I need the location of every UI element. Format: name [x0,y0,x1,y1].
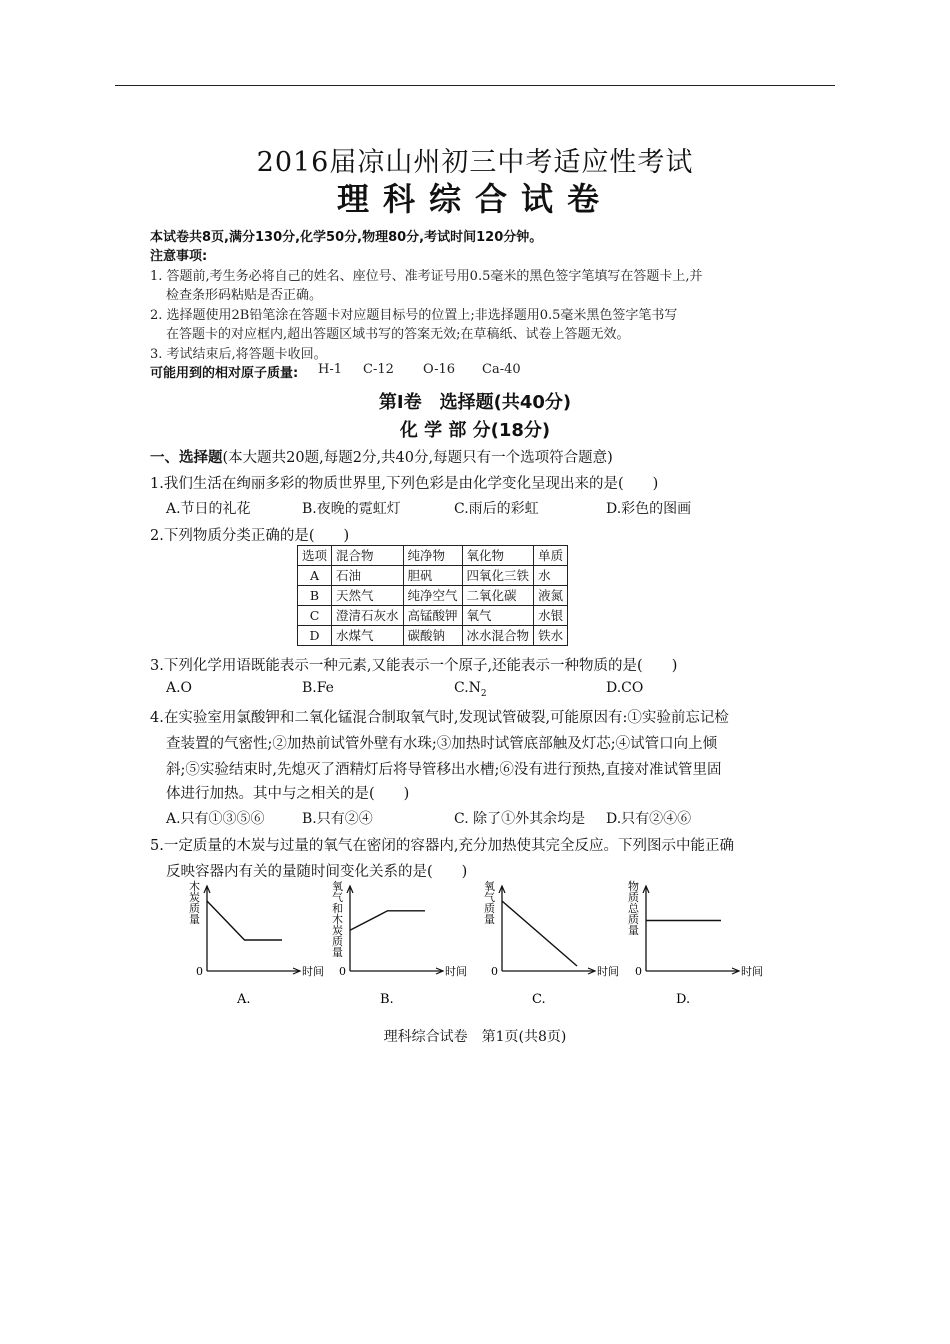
q4-line-2: 查装置的气密性;②加热前试管外壁有水珠;③加热时试管底部触及灯芯;④试管口向上倾 [166,736,718,752]
chart-c-y-label: 氧气质量 [484,880,495,926]
q5-line-2: 反映容器内有关的量随时间变化关系的是( ) [166,864,468,880]
section-chem: 化 学 部 分(18分) [399,420,551,441]
table-cell: 天然气 [332,586,404,606]
table-row [298,606,568,626]
q5-charts [0,876,950,1016]
chart-c-series-line [502,901,577,966]
chart-b-panel-label: B. [380,992,394,1007]
q4-option-a[interactable]: A.只有①③⑤⑥ [166,811,265,827]
notice-2-cont: 在答题卡的对应框内,超出答题区域书写的答案无效;在草稿纸、试卷上答题无效。 [166,327,630,342]
table-cell: C [298,606,332,626]
table-header-cell: 选项 [298,546,332,566]
notice-2: 2. 选择题使用2B铅笔涂在答题卡对应题目标号的位置上;非选择题用0.5毫米黑色签字笔书写 [150,308,678,323]
q1-option-a[interactable]: A.节日的礼花 [166,501,251,517]
table-cell: 水银 [534,606,568,626]
classification-table [297,545,568,646]
chart-b-y-label: 氧气和木炭质量 [332,880,343,959]
chart-d-y-label: 物质总质量 [628,880,639,937]
chart-d-x-label: 时间 [741,965,763,978]
notice-1-cont: 检查条形码粘贴是否正确。 [166,288,323,303]
q2-stem: 2.下列物质分类正确的是( ) [150,528,350,544]
table-cell: 水 [534,566,568,586]
atomic-mass-ca: Ca-40 [482,362,521,377]
q1-option-c[interactable]: C.雨后的彩虹 [454,501,539,517]
table-cell: 冰水混合物 [462,626,534,646]
table-cell: 四氧化三铁 [462,566,534,586]
q3-option-b[interactable]: B.Fe [302,680,334,696]
q3-stem: 3.下列化学用语既能表示一种元素,又能表示一个原子,还能表示一种物质的是( ) [150,658,678,674]
q4-line-3: 斜;⑤实验结束时,先熄灭了酒精灯后将导管移出水槽;⑥没有进行预热,直接对准试管里固 [166,762,722,778]
atomic-mass-label: 可能用到的相对原子质量: [150,366,299,381]
q3-option-a[interactable]: A.O [166,680,193,696]
chart-b-series-line [350,911,425,931]
table-cell: 铁水 [534,626,568,646]
atomic-mass-c: C-12 [363,362,394,377]
exam-title: 2016届凉山州初三中考适应性考试 [256,147,694,178]
table-cell: A [298,566,332,586]
table-row [298,586,568,606]
instructions-text: (本大题共20题,每题2分,共40分,每题只有一个选项符合题意) [222,450,613,466]
table-cell: 碳酸钠 [403,626,462,646]
table-header-cell: 混合物 [332,546,404,566]
q5-line-1: 5.一定质量的木炭与过量的氧气在密闭的容器内,充分加热使其完全反应。下列图示中能正确 [150,838,734,854]
q4-option-c[interactable]: C. 除了①外其余均是 [454,811,586,827]
table-cell: 澄清石灰水 [332,606,404,626]
chart-a-series-line [207,901,282,940]
exam-summary: 本试卷共8页,满分130分,化学50分,物理80分,考试时间120分钟。 [150,230,543,245]
chart-c-x-label: 时间 [597,965,619,978]
table-cell: 纯净空气 [403,586,462,606]
instructions [150,446,613,467]
atomic-mass-h: H-1 [318,362,343,377]
q4-option-b[interactable]: B.只有②④ [302,811,373,827]
table-header-row [298,546,568,566]
q3-option-c-subscript: 2 [480,688,487,699]
atomic-mass-o: O-16 [423,362,456,377]
table-header-cell: 氧化物 [462,546,534,566]
table-cell: 胆矾 [403,566,462,586]
table-cell: 高锰酸钾 [403,606,462,626]
chart-b-x-label: 时间 [445,965,467,978]
section-part1: 第Ⅰ卷 选择题(共40分) [378,392,572,413]
chart-a-x-label: 时间 [302,965,324,978]
notice-heading: 注意事项: [150,249,208,264]
table-cell: B [298,586,332,606]
chart-d-panel-label: D. [676,992,691,1007]
chart-d-origin-label: 0 [635,965,642,978]
paper-title: 理科综合试卷 [336,180,613,218]
table-cell: 水煤气 [332,626,404,646]
q4-line-4: 体进行加热。其中与之相关的是( ) [166,786,410,802]
chart-a-panel-label: A. [237,992,251,1007]
chart-c-origin-label: 0 [491,965,498,978]
table-cell: 二氧化碳 [462,586,534,606]
notice-3: 3. 考试结束后,将答题卡收回。 [150,347,327,362]
chart-b-origin-label: 0 [339,965,346,978]
table-row [298,626,568,646]
q3-option-d[interactable]: D.CO [606,680,644,696]
page-footer: 理科综合试卷 第1页(共8页) [383,1029,567,1045]
q3-option-c[interactable] [454,680,487,699]
chart-c-panel-label: C. [532,992,546,1007]
table-header-cell: 纯净物 [403,546,462,566]
q4-line-1: 4.在实验室用氯酸钾和二氧化锰混合制取氧气时,发现试管破裂,可能原因有:①实验前忘记检 [150,710,729,726]
table-cell: 液氮 [534,586,568,606]
q4-option-d[interactable]: D.只有②④⑥ [606,811,692,827]
q1-option-d[interactable]: D.彩色的图画 [606,501,692,517]
instructions-label: 一、选择题 [150,450,223,466]
q1-option-b[interactable]: B.夜晚的霓虹灯 [302,501,401,517]
table-cell: 石油 [332,566,404,586]
q3-option-c-text: C.N [454,680,481,696]
table-cell: 氧气 [462,606,534,626]
table-header-cell: 单质 [534,546,568,566]
q1-stem: 1.我们生活在绚丽多彩的物质世界里,下列色彩是由化学变化呈现出来的是( ) [150,476,659,492]
notice-1: 1. 答题前,考生务必将自己的姓名、座位号、准考证号用0.5毫米的黑色签字笔填写在答题卡上,并 [150,269,703,284]
chart-a-origin-label: 0 [196,965,203,978]
top-rule [115,85,835,86]
table-cell: D [298,626,332,646]
chart-a-y-label: 木炭质量 [189,880,200,926]
table-row [298,566,568,586]
